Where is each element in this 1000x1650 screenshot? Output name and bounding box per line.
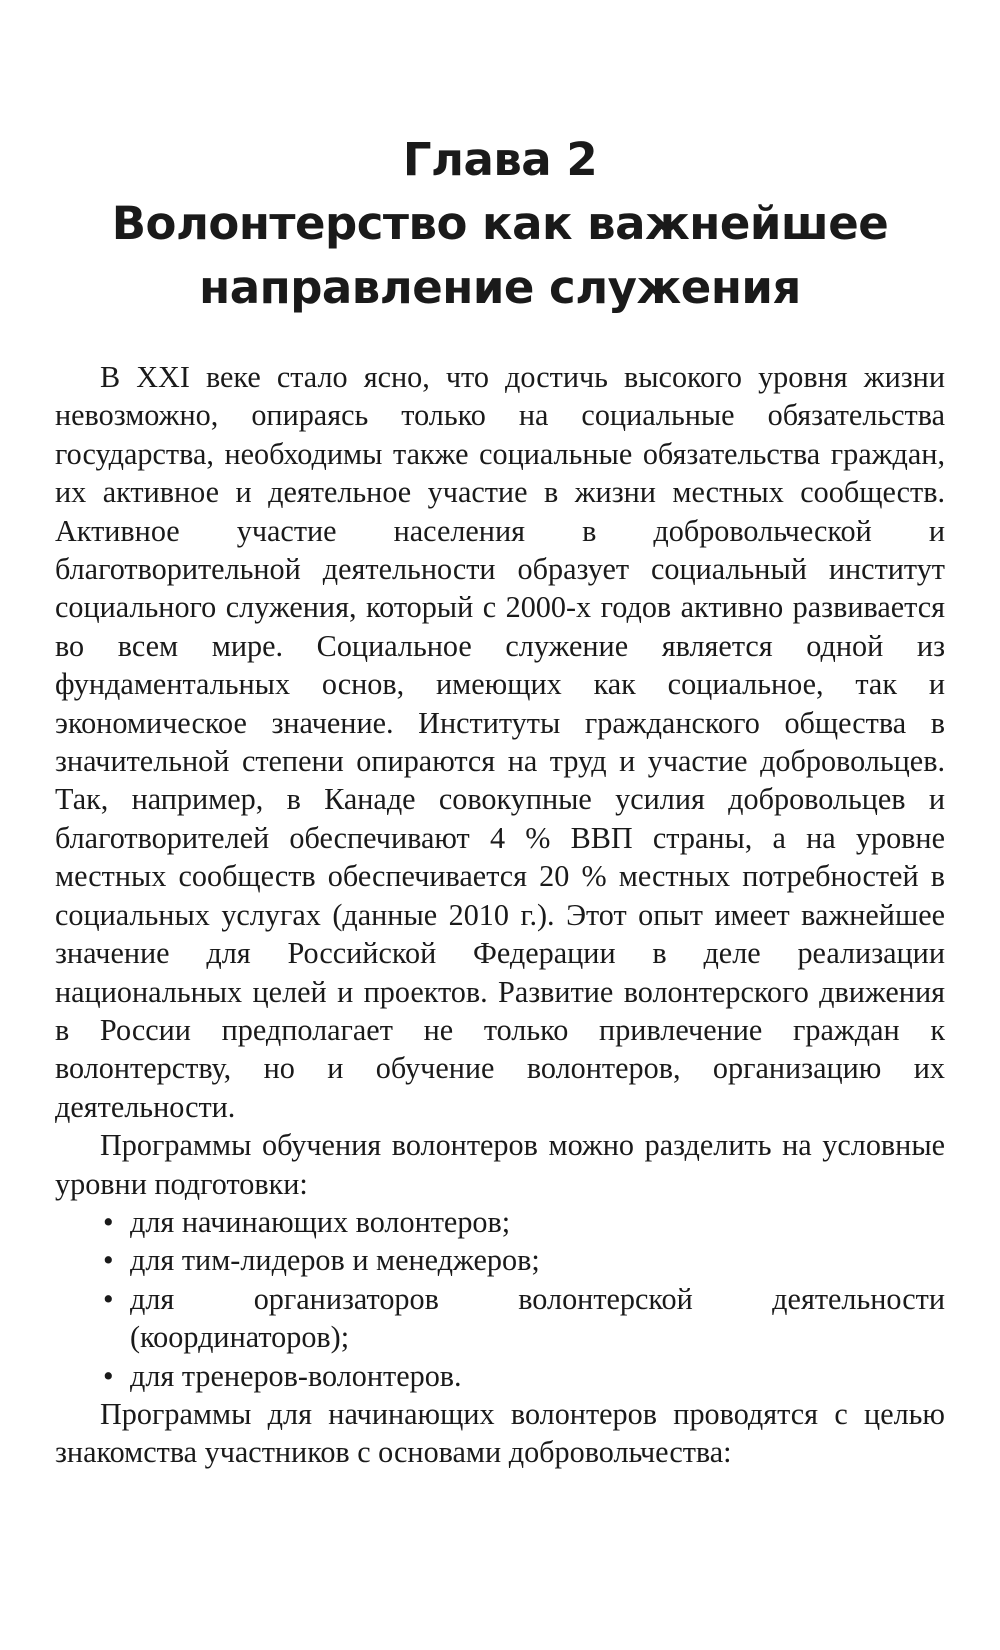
list-item-text: для тим-лидеров и менеджеров; <box>130 1243 540 1278</box>
list-item-text: для организаторов волонтерской деятельности (координаторов); <box>130 1281 945 1355</box>
list-item <box>55 1203 945 1241</box>
chapter-title-line-2: направление служения <box>199 261 801 314</box>
paragraph-beginners: Программы для начинающих волонтеров проводятся с целью знакомства участников с основами добровольчества: <box>55 1396 945 1470</box>
training-levels-list <box>55 1203 945 1395</box>
body-text <box>55 358 945 1472</box>
bullet-icon: • <box>103 1281 114 1316</box>
bullet-icon: • <box>103 1243 114 1278</box>
list-item-text: для тренеров-волонтеров. <box>130 1358 462 1393</box>
document-page <box>55 128 945 1472</box>
list-item <box>55 1280 945 1357</box>
paragraph-intro: В XXI веке стало ясно, что достичь высокого уровня жизни невозможно, опираясь только на социальные обязательства государства, необходимы также социальные обязательства граждан, их активное и деятельное участие в жизни местных сообществ. Активное участие населения в добровольческой и благотворительной деятельности образует социальный институт социального служения, который с 2000-х годов активно развивается во всем мире. Социальное служение является одной из фундаментальных основ, имеющих как социальное, так и экономическое значение. Институты гражданского общества в значительной степени опираются на труд и участие добровольцев. Так, например, в Канаде совокупные усилия добровольцев и благотворителей обеспечивают 4 % ВВП страны, а на уровне местных сообществ обеспечивается 20 % местных потребностей в социальных услугах (данные 2010 г.). Этот опыт имеет важнейшее значение для Российской Федерации в деле реализации национальных целей и проектов. Развитие волонтерского движения в России предполагает не только привлечение граждан к волонтерству, но и обучение волонтеров, организацию их деятельности. <box>55 360 945 1124</box>
paragraph-programs: Программы обучения волонтеров можно разделить на условные уровни подготовки: <box>55 1128 945 1201</box>
bullet-icon: • <box>103 1358 114 1393</box>
list-item <box>55 1357 945 1395</box>
bullet-icon: • <box>103 1204 114 1239</box>
list-item <box>55 1241 945 1279</box>
chapter-heading <box>55 128 945 320</box>
chapter-title-line-1: Волонтерство как важнейшее <box>111 197 889 250</box>
list-item-text: для начинающих волонтеров; <box>130 1204 511 1239</box>
chapter-number: Глава 2 <box>402 133 598 186</box>
